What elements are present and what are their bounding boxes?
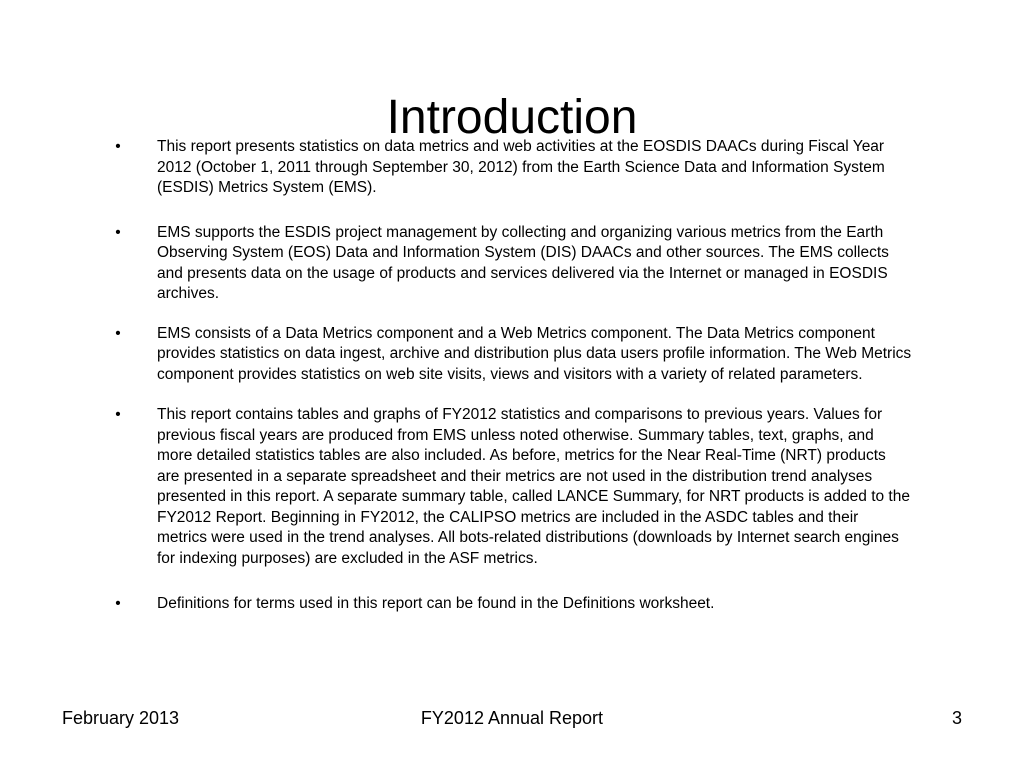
bullet-text: This report presents statistics on data metrics and web activities at the EOSDIS DAACs during Fiscal Year 2012 (October 1, 2011 through September 30, 2012) from the Earth Science Data and Information System (ESDIS) Metrics System (EMS). <box>157 138 885 196</box>
bullet-marker: • <box>115 138 121 155</box>
bullet-marker: • <box>115 324 121 342</box>
bullet-marker: • <box>115 406 121 423</box>
slide-title: Introduction <box>386 91 638 145</box>
bullet-list <box>112 137 912 615</box>
bullet-text: Definitions for terms used in this report can be found in the Definitions worksheet. <box>157 595 715 612</box>
bullet-text: EMS consists of a Data Metrics component and a Web Metrics component. The Data Metrics component provides statistics on data ingest, archive and distribution plus data users profile information. The Web Metrics component provides statistics on web site visits, views and visitors with a variety of related parameters. <box>157 324 912 383</box>
footer-report-name: FY2012 Annual Report <box>420 708 604 728</box>
bullet-text: EMS supports the ESDIS project management by collecting and organizing various metrics from the Earth Observing System (EOS) Data and Information System (DIS) DAACs and other sources. The EMS collects and presents data on the usage of products and services delivered via the Internet or managed in EOSDIS archives. <box>157 223 889 302</box>
bullet-marker: • <box>115 223 121 241</box>
footer-page-number: 3 <box>951 708 962 728</box>
bullet-item <box>112 405 912 569</box>
bullet-item <box>112 137 912 199</box>
bullet-marker: • <box>115 595 121 612</box>
bullet-text: This report contains tables and graphs of FY2012 statistics and comparisons to previous years. Values for previous fiscal years are produced from EMS unless noted otherwise. Summary tables, text, graphs, and more detailed statistics tables are also included. As before, metrics for the Near Real-Time (NRT) products are presented in a separate spreadsheet and their metrics are not used in the distribution trend analyses presented in this report. A separate summary table, called LANCE Summary, for NRT products is added to the FY2012 Report. Beginning in FY2012, the CALIPSO metrics are included in the ASDC tables and their metrics were used in the trend analyses. All bots-related distributions (downloads by Internet search engines for indexing purposes) are excluded in the ASF metrics. <box>157 406 910 567</box>
footer-date: February 2013 <box>62 708 180 728</box>
bullet-item <box>112 223 912 305</box>
bullet-item <box>112 594 912 615</box>
bullet-item <box>112 324 912 386</box>
